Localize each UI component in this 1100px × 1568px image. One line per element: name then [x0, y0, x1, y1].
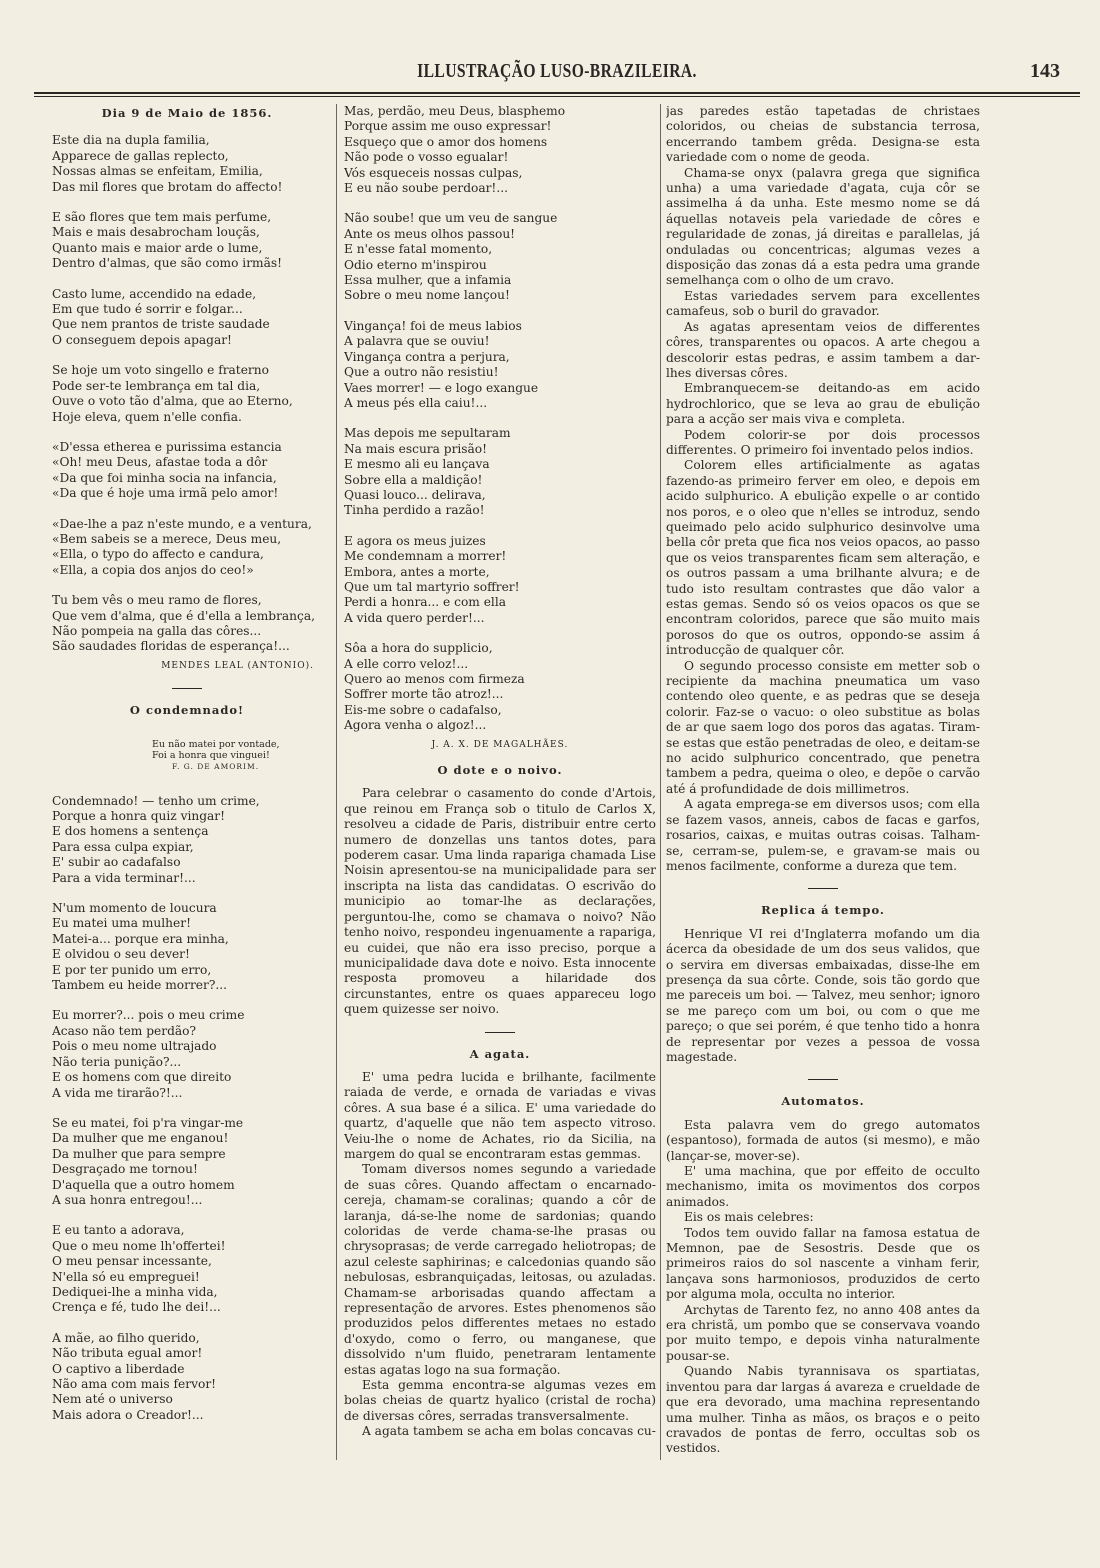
- verse-line: Sôa a hora do supplicio,: [344, 641, 493, 656]
- verse-line: Que nem prantos de triste saudade: [52, 317, 270, 332]
- verse-line: E são flores que tem mais perfume,: [52, 210, 272, 225]
- stanza: [52, 1008, 322, 1100]
- verse-line: Nem até o universo: [52, 1392, 173, 1407]
- article-body: [344, 1070, 656, 1440]
- verse-line: Se eu matei, foi p'ra vingar-me: [52, 1115, 244, 1130]
- verse-line: Que a outro não resistiu!: [344, 365, 499, 380]
- verse-line: «Ella, a copia dos anjos do ceo!»: [52, 562, 254, 577]
- stanza: [52, 440, 322, 502]
- stanza: [344, 319, 656, 411]
- verse-line: Vingança! foi de meus labios: [344, 318, 522, 333]
- epigraph-line: Eu não matei por vontade,: [152, 738, 280, 750]
- paragraph: Embranquecem-se deitando-as em acido hydrochlorico, que se leva ao grau de ebulição para a acção ser mais viva e completa.: [666, 381, 980, 427]
- verse-line: Mas depois me sepultaram: [344, 426, 511, 441]
- verse-line: Eis-me sobre o cadafalso,: [344, 702, 502, 717]
- verse-line: Porque a honra quiz vingar!: [52, 809, 226, 823]
- paragraph: A agata tambem se acha em bolas concavas cu-: [362, 1424, 656, 1439]
- verse-line: Mais adora o Creador!...: [52, 1407, 204, 1422]
- verse-line: Hoje eleva, quem n'elle confia.: [52, 409, 242, 424]
- verse-line: Embora, antes a morte,: [344, 564, 490, 579]
- verse-line: E' subir ao cadafalso: [52, 855, 181, 870]
- stanza: [52, 287, 322, 349]
- verse-line: Matei-a... porque era minha,: [52, 931, 229, 946]
- verse-line: «Dae-lhe a paz n'este mundo, e a ventura,: [52, 516, 312, 531]
- verse-line: Dediquei-lhe a minha vida,: [52, 1284, 218, 1299]
- paragraph: O segundo processo consiste em metter sob o recipiente da machina pneumatica um vaso contendo oleo quente, e as pedras que se deseja colorir. Faz-se o vacuo: o oleo substitue as bolas de ar que saem logo dos poros das agatas. Tiram-se estas que estão penetradas de oleo, e deitam-se no acido sulphurico concentrado, que penetra tambem a pedra, queima o oleo, e depõe o carvão até á profundidade de dois millimetros.: [666, 658, 980, 796]
- article-body: [344, 786, 656, 1017]
- verse-line: Não tributa egual amor!: [52, 1346, 203, 1361]
- stanza: [52, 517, 322, 579]
- stanza: [52, 363, 322, 425]
- stanza: [52, 794, 322, 886]
- verse-line: Vós esqueceis nossas culpas,: [344, 165, 523, 180]
- stanza: [52, 1331, 322, 1423]
- column-divider: [660, 104, 661, 1460]
- verse-line: E agora os meus juizes: [344, 533, 486, 548]
- verse-line: «Da que foi minha socia na infancia,: [52, 470, 277, 485]
- paragraph: Tomam diversos nomes segundo a variedade de suas côres. Quando affectam o encarnado-cereja, chamam-se coralinas; quando a côr de laranja, dá-se-lhe nome de sardonias; quando coloridas de verde chama-se-lhe prasas ou chrysoprasas; de verde carregado heliotropas; de azul celeste saphirinas; e calcedonias quando são nebulosas, esbranquiçadas, leitosas, ou azuladas. Chamam-se arborisadas quando affectam a representação de arvores. Estes phenomenos são produzidos pelos differentes metaes no estado d'oxydo, como o ferro, ou manganese, que dissolvido n'um fluido, penetraram lentamente estas agatas logo na sua formação.: [344, 1162, 656, 1377]
- verse-line: A meus pés ella caiu!...: [344, 395, 488, 410]
- verse-line: A mãe, ao filho querido,: [52, 1330, 200, 1345]
- article-body: [666, 104, 980, 874]
- paragraph: Esta gemma encontra-se algumas vezes em bolas cheias de quartz hyalico (cristal de rocha) de diversas côres, serradas transversalmente.: [344, 1378, 656, 1423]
- verse-line: Mas, perdão, meu Deus, blasphemo: [344, 104, 566, 118]
- verse-line: Não teria punição?...: [52, 1054, 182, 1069]
- verse-line: Eu matei uma mulher!: [52, 916, 191, 931]
- verse-line: Eu morrer?... pois o meu crime: [52, 1008, 245, 1023]
- poem-body: [344, 104, 656, 734]
- verse-line: Agora venha o algoz!...: [344, 718, 487, 733]
- verse-line: A sua honra entregou!...: [52, 1192, 203, 1207]
- article-title: Replica á tempo.: [761, 903, 885, 918]
- masthead: [34, 58, 1080, 88]
- verse-line: E por ter punido um erro,: [52, 962, 212, 977]
- stanza: [344, 426, 656, 518]
- verse-line: Ante os meus olhos passou!: [344, 226, 516, 241]
- verse-line: O meu pensar incessante,: [52, 1254, 212, 1269]
- verse-line: E n'esse fatal momento,: [344, 242, 493, 257]
- verse-line: A elle corro veloz!...: [344, 656, 469, 671]
- verse-line: N'ella só eu empreguei!: [52, 1269, 200, 1284]
- verse-line: E olvidou o seu dever!: [52, 947, 190, 962]
- verse-line: Que um tal martyrio soffrer!: [344, 579, 520, 594]
- article-body: [666, 1118, 980, 1457]
- column-1: [52, 104, 322, 1464]
- verse-line: Este dia na dupla familia,: [52, 133, 210, 148]
- verse-line: Vaes morrer! — e logo exangue: [344, 380, 539, 395]
- column-2: [344, 104, 656, 1464]
- article-title: A agata.: [469, 1046, 531, 1061]
- paragraph: Quando Nabis tyrannisava os spartiatas, inventou para dar largas á avareza e crueldade de que era devorado, uma machina representando uma mulher. Tinha as mãos, os braços e o peito cravados de pontas de ferro, occultas sob os vestidos.: [666, 1364, 980, 1456]
- verse-line: Esqueço que o amor dos homens: [344, 134, 548, 149]
- verse-line: Em que tudo é sorrir e folgar...: [52, 302, 243, 317]
- stanza: [52, 133, 322, 195]
- verse-line: N'um momento de loucura: [52, 901, 217, 916]
- verse-line: Na mais escura prisão!: [344, 441, 488, 456]
- article-title: Automatos.: [781, 1094, 865, 1109]
- paragraph: Colorem elles artificialmente as agatas fazendo-as primeiro ferver em oleo, e depois em acido sulphurico. A ebulição expelle o ar contido nos poros, e o oleo que n'elles se introduz, sendo queimado pelo acido sulphurico desinvolve uma bella côr preta que fica nos veios opacos, ao passo que os veios transparentes ficam sem alteração, e os outros passam a uma brilhante alvura; e de tudo isto resultam contrastes que dão valor a estas gemas. Sendo só os veios opacos os que se encontram coloridos, parece que são muito mais porosos do que os outros, oppondo-se assim á introducção de qualquer côr.: [666, 458, 980, 658]
- article-title: O dote e o noivo.: [437, 763, 563, 778]
- epigraph-author: F. G. DE AMORIM.: [172, 761, 260, 771]
- stanza: [344, 534, 656, 626]
- verse-line: Para a vida terminar!...: [52, 870, 196, 885]
- column-divider: [336, 104, 337, 1460]
- verse-line: Não pompeia na galla das côres...: [52, 623, 262, 638]
- verse-line: Apparece de gallas replecto,: [52, 148, 229, 163]
- verse-line: A vida quero perder!...: [344, 610, 485, 625]
- stanza: [52, 1223, 322, 1315]
- poem-body: [52, 794, 322, 1424]
- verse-line: Crença e fé, tudo lhe dei!...: [52, 1300, 221, 1315]
- verse-line: O captivo a liberdade: [52, 1361, 185, 1376]
- paragraph: jas paredes estão tapetadas de christaes coloridos, ou cheias de substancia terrosa, encerrando tambem grêda. Designa-se esta variedade com o nome de geoda.: [666, 104, 980, 165]
- verse-line: Não soube! que um veu de sangue: [344, 211, 558, 226]
- verse-line: E eu tanto a adorava,: [52, 1223, 185, 1238]
- verse-line: Da mulher que para sempre: [52, 1146, 226, 1161]
- poem-signature: J. A. X. DE MAGALHÃES.: [431, 739, 569, 750]
- paragraph: E' uma machina, que por effeito de occulto mechanismo, imita os movimentos dos corpos animados.: [666, 1164, 980, 1209]
- paragraph: Esta palavra vem do grego automatos (espantoso), formada de autos (si mesmo), e mão (lançar-se, mover-se).: [666, 1117, 980, 1163]
- section-divider: [485, 1032, 515, 1033]
- paragraph: Podem colorir-se por dois processos differentes. O primeiro foi inventado pelos indios.: [666, 427, 980, 457]
- verse-line: Pois o meu nome ultrajado: [52, 1039, 217, 1054]
- verse-line: «Oh! meu Deus, afastae toda a dôr: [52, 455, 268, 470]
- verse-line: Sobre ella a maldição!: [344, 472, 483, 487]
- verse-line: Quanto mais e maior arde o lume,: [52, 240, 263, 255]
- verse-line: «Da que é hoje uma irmã pelo amor!: [52, 486, 279, 501]
- verse-line: Casto lume, accendido na edade,: [52, 286, 257, 301]
- verse-line: Desgraçado me tornou!: [52, 1162, 198, 1177]
- section-divider: [172, 688, 202, 689]
- verse-line: «Ella, o typo do affecto e candura,: [52, 547, 264, 562]
- section-divider: [808, 1079, 838, 1080]
- poem-body: [52, 133, 322, 654]
- verse-line: Tu bem vês o meu ramo de flores,: [52, 593, 262, 608]
- verse-line: D'aquella que a outro homem: [52, 1177, 235, 1192]
- verse-line: Sobre o meu nome lançou!: [344, 288, 510, 303]
- journal-title: ILLUSTRAÇÃO LUSO-BRAZILEIRA.: [417, 60, 697, 82]
- verse-line: São saudades floridas de esperança!...: [52, 639, 290, 654]
- verse-line: O conseguem depois apagar!: [52, 332, 232, 347]
- verse-line: Odio eterno m'inspirou: [344, 257, 487, 272]
- poem-title: O condemnado!: [129, 703, 245, 718]
- verse-line: Soffrer morte tão atroz!...: [344, 687, 504, 702]
- paragraph: E' uma pedra lucida e brilhante, facilmente raiada de verde, e ornada de variadas e vivas côres. A sua base é a silica. E' uma variedade do quartz, d'aquelle que não tem aspecto vitroso. Veiu-lhe o nome de Achates, rio da Sicilia, na margem do qual se encontraram estas gemmas.: [344, 1069, 656, 1161]
- verse-line: Me condemnam a morrer!: [344, 549, 507, 564]
- verse-line: Ouve o voto tão d'alma, que ao Eterno,: [52, 394, 293, 409]
- paragraph: Henrique VI rei d'Inglaterra mofando um dia ácerca da obesidade de um dos seus validos, que o servira em diversas embaixadas, disse-lhe em presença da sua côrte. Conde, sois tão gordo que me pareceis um boi. — Talvez, meu senhor; ignoro se me pareço com um boi, ou com o que me pareço; o que sei porém, é que tenho tido a honra de representar por vezes a pessoa de vossa magestade.: [666, 926, 980, 1064]
- poem-signature: MENDES LEAL (ANTONIO).: [161, 660, 314, 671]
- column-3: [666, 104, 980, 1464]
- epigraph: [152, 739, 322, 772]
- verse-line: Da mulher que me enganou!: [52, 1131, 229, 1146]
- verse-line: Se hoje um voto singello e fraterno: [52, 363, 269, 378]
- verse-line: A palavra que se ouviu!: [344, 334, 490, 349]
- stanza: [52, 210, 322, 272]
- article-body: [666, 927, 980, 1066]
- verse-line: Quasi louco... delirava,: [344, 487, 486, 502]
- verse-line: Porque assim me ouso expressar!: [344, 119, 552, 134]
- verse-line: Quero ao menos com firmeza: [344, 672, 525, 686]
- paragraph: Chama-se onyx (palavra grega que significa unha) a uma variedade d'agata, cuja côr se assimelha á da unha. Este mesmo nome se dá áquellas notaveis pela variedade de côres e regularidade de zonas, já direitas e parallelas, já onduladas ou concentricas; algumas vezes a disposição das zonas dá a esta pedra uma grande semelhança com o olho de um cravo.: [666, 165, 980, 288]
- epigraph-line: Foi a honra que vinguei!: [152, 749, 270, 761]
- stanza: [344, 211, 656, 303]
- verse-line: Acaso não tem perdão?: [52, 1023, 197, 1038]
- stanza: [52, 901, 322, 993]
- paragraph: Archytas de Tarento fez, no anno 408 antes da era christã, um pombo que se conservava voando por muito tempo, e depois vinha naturalmente pousar-se.: [666, 1302, 980, 1363]
- verse-line: «D'essa etherea e purissima estancia: [52, 439, 282, 454]
- verse-line: Perdi a honra... e com ella: [344, 595, 506, 610]
- stanza: [344, 641, 656, 733]
- paragraph: A agata emprega-se em diversos usos; com ella se fazem vasos, anneis, cabos de facas e garfos, rosarios, caixas, e muitas outras coisas. Talham-se, cerram-se, pulem-se, e gravam-se mais ou menos facilmente, conforme a dureza que tem.: [666, 797, 980, 873]
- stanza: [52, 1116, 322, 1208]
- verse-line: Essa mulher, que a infamia: [344, 273, 512, 288]
- verse-line: Que o meu nome lh'offertei!: [52, 1238, 226, 1253]
- verse-line: Nossas almas se enfeitam, Emilia,: [52, 164, 263, 179]
- verse-line: E eu não soube perdoar!...: [344, 181, 508, 196]
- header-rule: [34, 92, 1080, 97]
- verse-line: Não pode o vosso egualar!: [344, 150, 509, 165]
- poem-title: Dia 9 de Maio de 1856.: [101, 106, 273, 120]
- page-number: 143: [1030, 60, 1060, 82]
- paragraph: Para celebrar o casamento do conde d'Artois, que reinou em França sob o titulo de Carlos X, resolveu a cidade de Paris, distribuir entre certo numero de donzellas uns tantos dotes, para poderem casar. Uma linda rapariga chamada Lise Noisin apresentou-se na municipalidade para ser inscripta na lista das candidatas. O escrivão do municipio ao tomar-lhe as declarações, perguntou-lhe, como se chamava o noivo? Não tenho noivo, respondeu ingenuamente a rapariga, eu cuidei, que não era isso preciso, porque a municipalidade dava dote e noivo. Esta innocente resposta promoveu a hilaridade dos circunstantes, entre os quaes appareceu logo quem quizesse ser noivo.: [344, 786, 656, 1017]
- paragraph: As agatas apresentam veios de differentes côres, transparentes ou opacos. A arte chegou a descolorir estas pedras, e assim tambem a dar-lhes diversas côres.: [666, 319, 980, 380]
- verse-line: A vida me tirarão?!...: [52, 1085, 183, 1100]
- verse-line: E mesmo ali eu lançava: [344, 457, 490, 472]
- verse-line: Vingança contra a perjura,: [344, 349, 510, 364]
- stanza: [52, 593, 322, 655]
- verse-line: E dos homens a sentença: [52, 824, 209, 839]
- verse-line: Pode ser-te lembrança em tal dia,: [52, 378, 261, 393]
- paragraph: Estas variedades servem para excellentes camafeus, sob o buril do gravador.: [666, 288, 980, 319]
- verse-line: Dentro d'almas, que são como irmãs!: [52, 256, 283, 271]
- paragraph: Todos tem ouvido fallar na famosa estatua de Memnon, pae de Sesostris. Desde que os primeiros raios do sol nascente a vinham ferir, lançava sons harmoniosos, produzidos de certo por alguma mola, occulta no interior.: [666, 1225, 980, 1302]
- section-divider: [808, 888, 838, 889]
- verse-line: Tinha perdido a razão!: [344, 503, 485, 518]
- verse-line: Das mil flores que brotam do affecto!: [52, 179, 283, 194]
- verse-line: Mais e mais desabrocham louçãs,: [52, 225, 260, 240]
- verse-line: E os homens com que direito: [52, 1070, 232, 1085]
- verse-line: Condemnado! — tenho um crime,: [52, 793, 260, 808]
- paragraph: Eis os mais celebres:: [684, 1210, 814, 1225]
- stanza: [344, 104, 656, 196]
- verse-line: Tambem eu heide morrer?...: [52, 978, 227, 993]
- verse-line: «Bem sabeis se a merece, Deus meu,: [52, 531, 282, 546]
- verse-line: Para essa culpa expiar,: [52, 839, 194, 854]
- verse-line: Não ama com mais fervor!: [52, 1377, 217, 1391]
- verse-line: Que vem d'alma, que é d'ella a lembrança,: [52, 608, 315, 623]
